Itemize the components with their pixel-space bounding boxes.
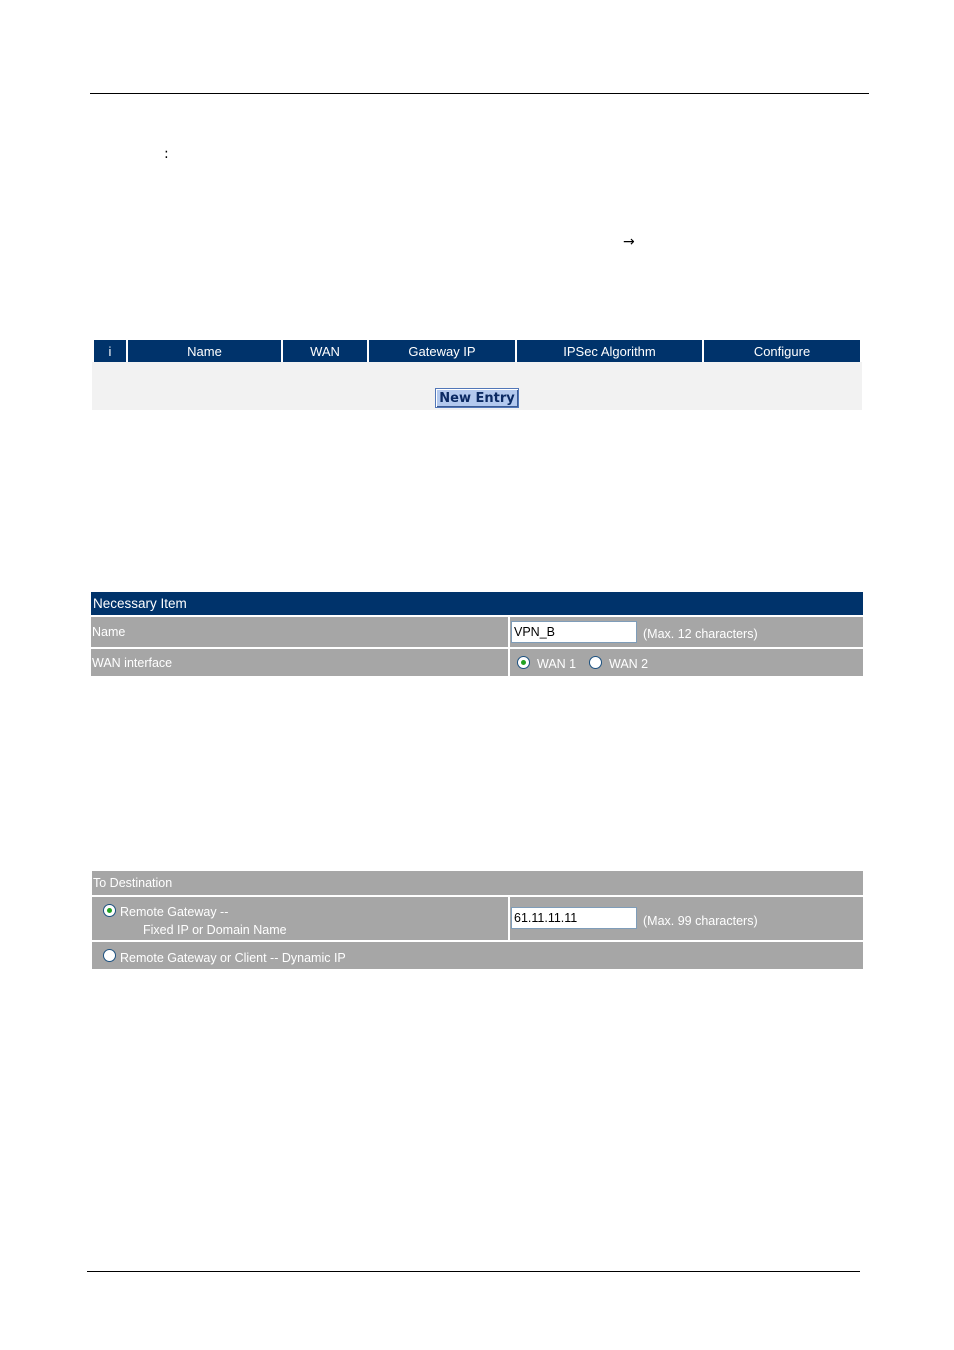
remote-dynamic-label[interactable]: Remote Gateway or Client -- Dynamic IP [120,951,346,965]
remote-gateway-hint: (Max. 99 characters) [643,914,758,928]
wan1-radio[interactable] [517,656,530,669]
to-destination-title: To Destination [92,871,863,895]
col-header-ipsec-algorithm: IPSec Algorithm [517,340,702,362]
colon-mark: : [164,146,169,162]
col-header-configure: Configure [704,340,860,362]
remote-gateway-input[interactable] [511,907,637,929]
wan1-label[interactable]: WAN 1 [537,657,577,671]
wan2-radio[interactable] [589,656,602,669]
wan-interface-label: WAN interface [91,649,508,676]
footer-rule [87,1271,860,1272]
necessary-item-title: Necessary Item [91,592,863,615]
arrow-icon: → [623,234,635,250]
remote-dynamic-radio[interactable] [103,949,116,962]
col-header-wan: WAN [283,340,367,362]
name-input[interactable] [511,621,637,643]
remote-gateway-fixed-radio[interactable] [103,904,116,917]
remote-gateway-fixed-label-line1[interactable]: Remote Gateway -- [120,905,229,919]
name-label: Name [91,617,508,647]
col-header-index: i [94,340,126,362]
name-hint: (Max. 12 characters) [643,627,758,641]
remote-gateway-fixed-label-line2[interactable]: Fixed IP or Domain Name [143,923,287,937]
new-entry-button[interactable]: New Entry [435,388,519,408]
header-rule [90,93,869,94]
wan2-label[interactable]: WAN 2 [609,657,649,671]
col-header-gateway-ip: Gateway IP [369,340,515,362]
col-header-name: Name [128,340,281,362]
